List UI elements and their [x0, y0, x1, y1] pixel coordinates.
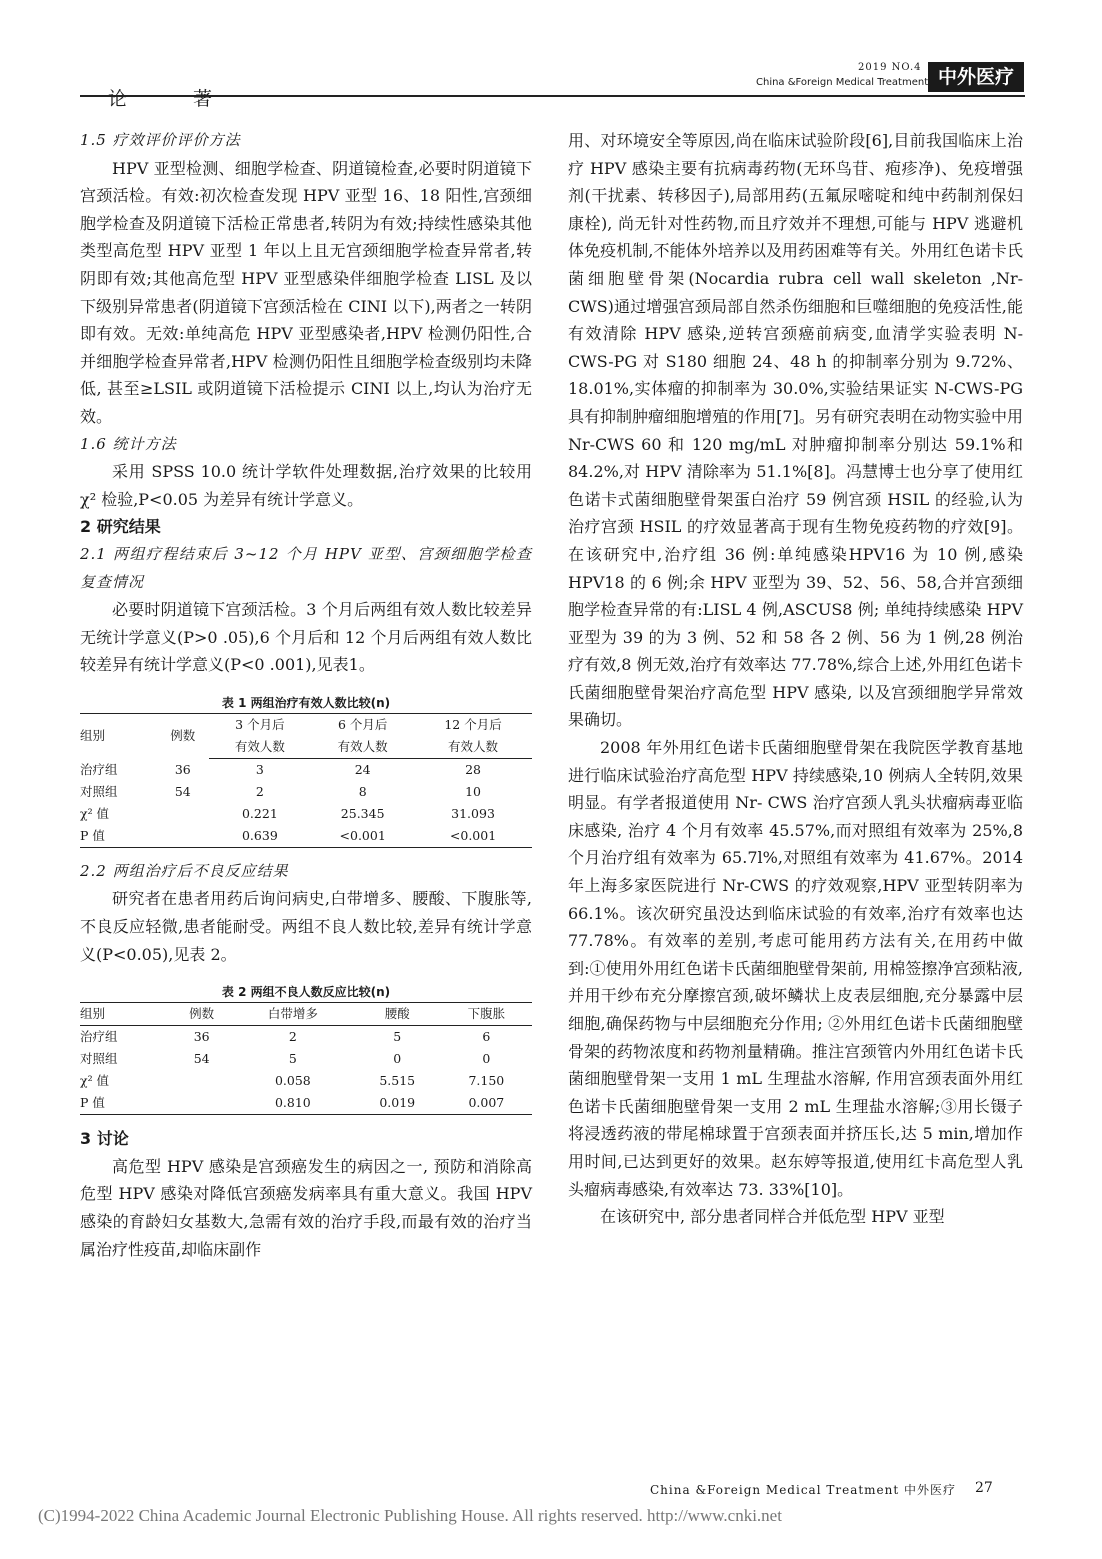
table-cell: <0.001 — [339, 827, 386, 843]
journal-name-en: China &Foreign Medical Treatment — [756, 77, 929, 88]
table-cell: 31.093 — [451, 805, 495, 821]
section-2-2-body: 研究者在患者用药后询问病史,白带增多、腰酸、下腹胀等,不良反应轻微,患者能耐受。两组不良人数比较,差异有统计学意义(P<0.05),见表 2。 — [80, 889, 532, 964]
section-1-6-title: 1.6 统计方法 — [80, 434, 177, 453]
table-cell: 8 — [358, 783, 367, 799]
table-cell: 2 — [255, 783, 264, 799]
table-cell: 对照组 — [80, 1051, 118, 1067]
year-issue: 2019 NO.4 — [858, 62, 922, 73]
section-1-6-body: 采用 SPSS 10.0 统计学软件处理数据,治疗效果的比较用 χ² 检验,P<0.05 为差异有统计学意义。 — [80, 462, 532, 509]
section-2-1-title: 2.1 两组疗程结束后 3~12 个月 HPV 亚型、宫颈细胞学检查复查情况 — [80, 544, 532, 591]
table-cell: 5 — [288, 1051, 297, 1067]
table-row — [80, 1026, 532, 1049]
table-cell: 5.515 — [379, 1073, 416, 1089]
t1-header-6m-a: 6 个月后 — [337, 716, 388, 732]
t1-header-count: 例数 — [170, 728, 196, 744]
table-cell — [171, 1092, 232, 1115]
table-cell: 3 — [255, 761, 264, 777]
table-cell: 54 — [174, 783, 191, 799]
table-row — [80, 1092, 532, 1115]
section-label: 论 著 — [108, 88, 243, 110]
left-column — [80, 127, 532, 1263]
table-cell — [171, 1070, 232, 1092]
table-row — [80, 825, 532, 848]
section-2-2-title: 2.2 两组治疗后不良反应结果 — [80, 861, 289, 880]
table-cell: 24 — [354, 761, 371, 777]
t2-header-count: 例数 — [171, 1003, 232, 1026]
table-cell: 0.058 — [274, 1073, 311, 1089]
section-3-title: 3 讨论 — [80, 1129, 129, 1149]
table-cell: P 值 — [80, 1095, 105, 1111]
table-row — [80, 803, 532, 825]
t2-header-group: 组别 — [80, 1003, 171, 1026]
section-2-1-body: 必要时阴道镜下宫颈活检。3 个月后两组有效人数比较差异无统计学意义(P>0 .05),6 个月后和 12 个月后两组有效人数比较差异有统计学意义(P<0 .001),见表1。 — [80, 600, 532, 675]
table-row — [80, 758, 532, 781]
table-cell: 0.019 — [379, 1095, 416, 1111]
page-number: 27 — [975, 1480, 993, 1496]
table-row — [80, 1048, 532, 1070]
table-2-caption: 表 2 两组不良人数反应比较(n) — [221, 985, 391, 1000]
discussion-paragraph-1: 用、对环境安全等原因,尚在临床试验阶段[6],目前我国临床上治疗 HPV 感染主要有抗病毒药物(无环鸟苷、疱疹净)、免疫增强剂(干扰素、转移因子),局部用药(五氟尿嘧啶和纯中药制剂保妇康栓), 尚无针对性药物,而且疗效并不理想,可能与 HPV 逃避机体免疫机制,不能体外培养以及用药困难等有关。外用红色诺卡氏菌细胞壁骨架(Nocardia rubra cell wall skeleton ,Nr-CWS)通过增强宫颈局部自然杀伤细胞和巨噬细胞的免疫活性,能有效清除 HPV 感染,逆转宫颈癌前病变,血清学实验表明 N-CWS-PG 对 S180 细胞 24、48 h 的抑制率分别为 9.72%、18.01%,实体瘤的抑制率为 30.0%,实验结果证实 N-CWS-PG 具有抑制肿瘤细胞增殖的作用[7]。另有研究表明在动物实验中用 Nr-CWS 60 和 120 mg/mL 对肿瘤抑制率分别达 59.1%和 84.2%,对 HPV 清除率为 51.1%[8]。冯慧博士也分享了使用红色诺卡式菌细胞壁骨架蛋白治疗 59 例宫颈 HSIL 的经验,认为治疗宫颈 HSIL 的疗效显著高于现有生物免疫药物的疗效[9]。在该研究中,治疗组 36 例:单纯感染HPV16 为 10 例,感染 HPV18 的 6 例;余 HPV 亚型为 39、52、56、58,合并宫颈细胞学检查异常的有:LISL 4 例,ASCUS8 例; 单纯持续感染 HPV 亚型为 39 的为 3 例、52 和 58 各 2 例、56 为 1 例,28 例治疗有效,8 例无效,治疗有效率达 77.78%,综合上述,外用红色诺卡氏菌细胞壁骨架治疗高危型 HPV 感染, 以及宫颈细胞学异常效果确切。 — [568, 131, 1023, 730]
header-rule — [80, 95, 1025, 97]
table-2 — [80, 982, 532, 1115]
table-cell: 36 — [193, 1029, 210, 1045]
t1-header-group: 组别 — [80, 728, 106, 744]
table-cell: <0.001 — [449, 827, 497, 843]
t1-header-12m-b: 有效人数 — [414, 736, 532, 759]
table-cell: 7.150 — [468, 1073, 505, 1089]
table-cell: 0.810 — [274, 1095, 311, 1111]
table-cell: 对照组 — [80, 783, 118, 799]
journal-logo: 中外医疗 — [928, 62, 1024, 92]
table-cell: 0 — [482, 1051, 491, 1067]
discussion-paragraph-2: 2008 年外用红色诺卡氏菌细胞壁骨架在我院医学教育基地进行临床试验治疗高危型 HPV 持续感染,10 例病人全转阴,效果明显。有学者报道使用 Nr- CWS 治疗宫颈人乳头状瘤病毒亚临床感染, 治疗 4 个月有效率 45.57%,而对照组有效率为 25%,8 个月治疗组有效率为 65.7l%,对照组有效率为 41.67%。2014 年上海多家医院进行 Nr-CWS 的疗效观察,HPV 亚型转阴率为 66.1%。该次研究虽没达到临床试验的有效率,治疗有效率也达 77.78%。有效率的差别,考虑可能用药方法有关,在用药中做到:①使用外用红色诺卡氏菌细胞壁骨架前, 用棉签擦净宫颈粘液, 并用干纱布充分摩擦宫颈,破坏鳞状上皮表层细胞,充分暴露中层细胞,确保药物与中层细胞充分作用; ②外用红色诺卡氏菌细胞壁骨架的药物浓度和药物剂量精确。推注宫颈管内外用红色诺卡氏菌细胞壁骨架一支用 1 mL 生理盐水溶解, 作用宫颈表面外用红色诺卡氏菌细胞壁骨架一支用 2 mL 生理盐水溶解;③用长镊子将浸透药液的带尾棉球置于宫颈表面并挤压长,达 5 min,增加作用时间,已达到更好的效果。赵东婷等报道,使用红卡高危型人乳头瘤病毒感染,有效率达 73. 33%[10]。 — [568, 738, 1023, 1199]
table-cell: P 值 — [80, 827, 105, 843]
table-cell: 0.221 — [241, 805, 278, 821]
table-cell — [157, 825, 208, 848]
section-1-5-title: 1.5 疗效评价评价方法 — [80, 131, 241, 149]
table-row — [80, 781, 532, 803]
table-cell: χ² 值 — [80, 805, 110, 821]
t2-header-backache: 腰酸 — [354, 1003, 441, 1026]
discussion-paragraph-3: 在该研究中, 部分患者同样合并低危型 HPV 亚型 — [600, 1207, 945, 1227]
t1-header-6m-b: 有效人数 — [311, 736, 414, 759]
right-column — [568, 127, 1023, 1231]
table-cell: 28 — [465, 761, 481, 777]
table-cell: 25.345 — [340, 805, 385, 821]
footer-journal: China &Foreign Medical Treatment 中外医疗 — [650, 1483, 957, 1497]
section-2-title: 2 研究结果 — [80, 517, 161, 537]
section-3-body: 高危型 HPV 感染是宫颈癌发生的病因之一, 预防和消除高危型 HPV 感染对降低宫颈癌发病率具有重大意义。我国 HPV 感染的育龄妇女基数大,急需有效的治疗手段,而最有效的治疗当属治疗性疫苗,却临床副作 — [80, 1156, 532, 1259]
t2-header-bloating: 下腹胀 — [441, 1003, 532, 1026]
table-cell — [157, 803, 208, 825]
table-cell: 治疗组 — [80, 1029, 118, 1045]
table-cell: 6 — [482, 1029, 491, 1045]
table-row — [80, 1070, 532, 1092]
table-1 — [80, 693, 532, 848]
table-cell: 54 — [193, 1051, 210, 1067]
t1-header-3m-b: 有效人数 — [209, 736, 312, 759]
table-cell: 10 — [465, 783, 481, 799]
table-cell: 36 — [174, 761, 191, 777]
table-1-caption: 表 1 两组治疗有效人数比较(n) — [221, 695, 391, 710]
table-cell: χ² 值 — [80, 1073, 110, 1089]
t1-header-12m-a: 12 个月后 — [444, 716, 502, 732]
t1-header-3m-a: 3 个月后 — [235, 716, 285, 732]
table-cell: 0 — [393, 1051, 402, 1067]
copyright-notice: (C)1994-2022 China Academic Journal Electronic Publishing House. All rights reserved. http://www.cnki.net — [38, 1506, 782, 1525]
section-1-5-body: HPV 亚型检测、细胞学检查、阴道镜检查,必要时阴道镜下宫颈活检。有效:初次检查发现 HPV 亚型 16、18 阳性,宫颈细胞学检查及阴道镜下活检正常患者,转阴为有效;持续性感染其他类型高危型 HPV 亚型 1 年以上且无宫颈细胞学检查异常者,转阴即有效;其他高危型 HPV 亚型感染伴细胞学检查 LISL 及以下级别异常患者(阴道镜下宫颈活检在 CINI 以下),两者之一转阴即有效。无效:单纯高危 HPV 亚型感染者,HPV 检测仍阳性,合并细胞学检查异常者,HPV 检测仍阳性且细胞学检查级别均未降低, 甚至≥LSIL 或阴道镜下活检提示 CINI 以上,均认为治疗无效。 — [80, 158, 532, 426]
table-cell: 5 — [393, 1029, 402, 1045]
table-cell: 治疗组 — [80, 761, 118, 777]
table-cell: 0.639 — [241, 827, 278, 843]
table-cell: 2 — [288, 1029, 297, 1045]
table-cell: 0.007 — [468, 1095, 505, 1111]
t2-header-leukorrhea: 白带增多 — [232, 1003, 354, 1026]
